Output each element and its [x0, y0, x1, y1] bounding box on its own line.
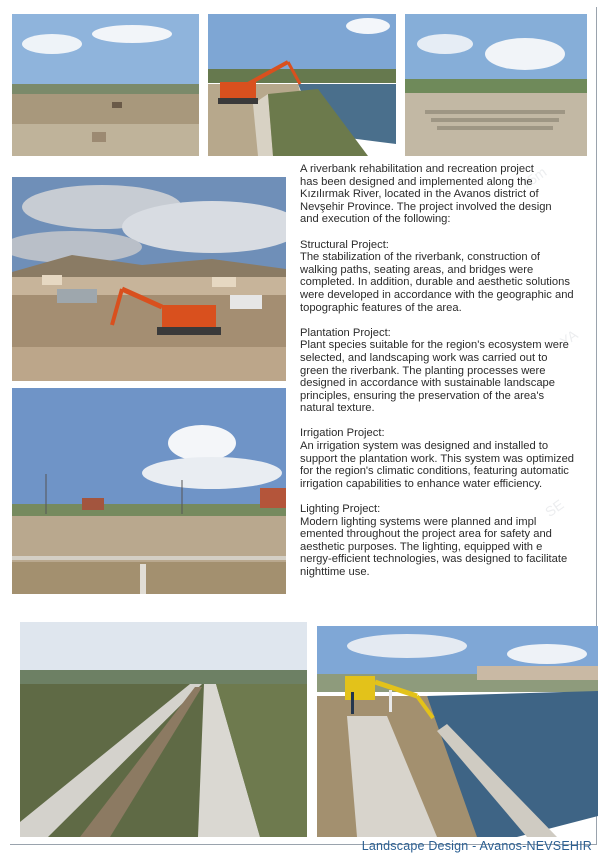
photo-excavator-riverbank [208, 14, 396, 156]
section-body-structural: The stabilization of the riverbank, construction of walking paths, seating areas, and bridges were completed. In addition, durable and aesthetic solutions were developed in accordance with the geographic and topographic features of the area. [300, 251, 574, 314]
photo-terraced-site [405, 14, 587, 156]
photo-construction-site [12, 14, 199, 156]
watermark-mark: 75m [517, 163, 550, 193]
footer-caption: Landscape Design - Avanos-NEVSEHIR [361, 839, 592, 853]
section-title-irrigation: Irrigation Project: [300, 427, 385, 440]
photo-levelled-field [12, 388, 286, 594]
section-body-lighting: Modern lighting systems were planned and impl emented throughout the project area for safety and aesthetic purposes. The lighting, equipped with e nergy-efficient technologies, was designed to facilitate nighttime use. [300, 515, 568, 578]
section-title-lighting: Lighting Project: [300, 503, 381, 516]
project-description [300, 163, 596, 591]
section-body-plantation: Plant species suitable for the region's ecosystem were selected, and landscaping work was carried out to green the riverbank. The planting processes were designed in accordance with sustainable landscape principles, ensuring the preservation of the area's natural texture. [300, 339, 569, 415]
section-body-irrigation: An irrigation system was designed and installed to support the plantation work. This system was optimized for the region's climatic conditions, featuring automatic irrigation capabilities to enhance water efficiency. [300, 440, 575, 490]
photo-concrete-channels [20, 622, 307, 837]
intro-paragraph: A riverbank rehabilitation and recreation project has been designed and implemented along the Kızılırmak River, located in the Avanos district of Nevşehir Province. The project involved the design and execution of the following: [300, 163, 552, 226]
photo-excavator-town [12, 177, 286, 381]
photo-backhoe-river [317, 626, 598, 837]
section-title-plantation: Plantation Project: [300, 326, 391, 339]
watermark-mark: SE [542, 496, 567, 520]
watermark-mark: YA [557, 326, 581, 350]
section-title-structural: Structural Project: [300, 238, 389, 251]
